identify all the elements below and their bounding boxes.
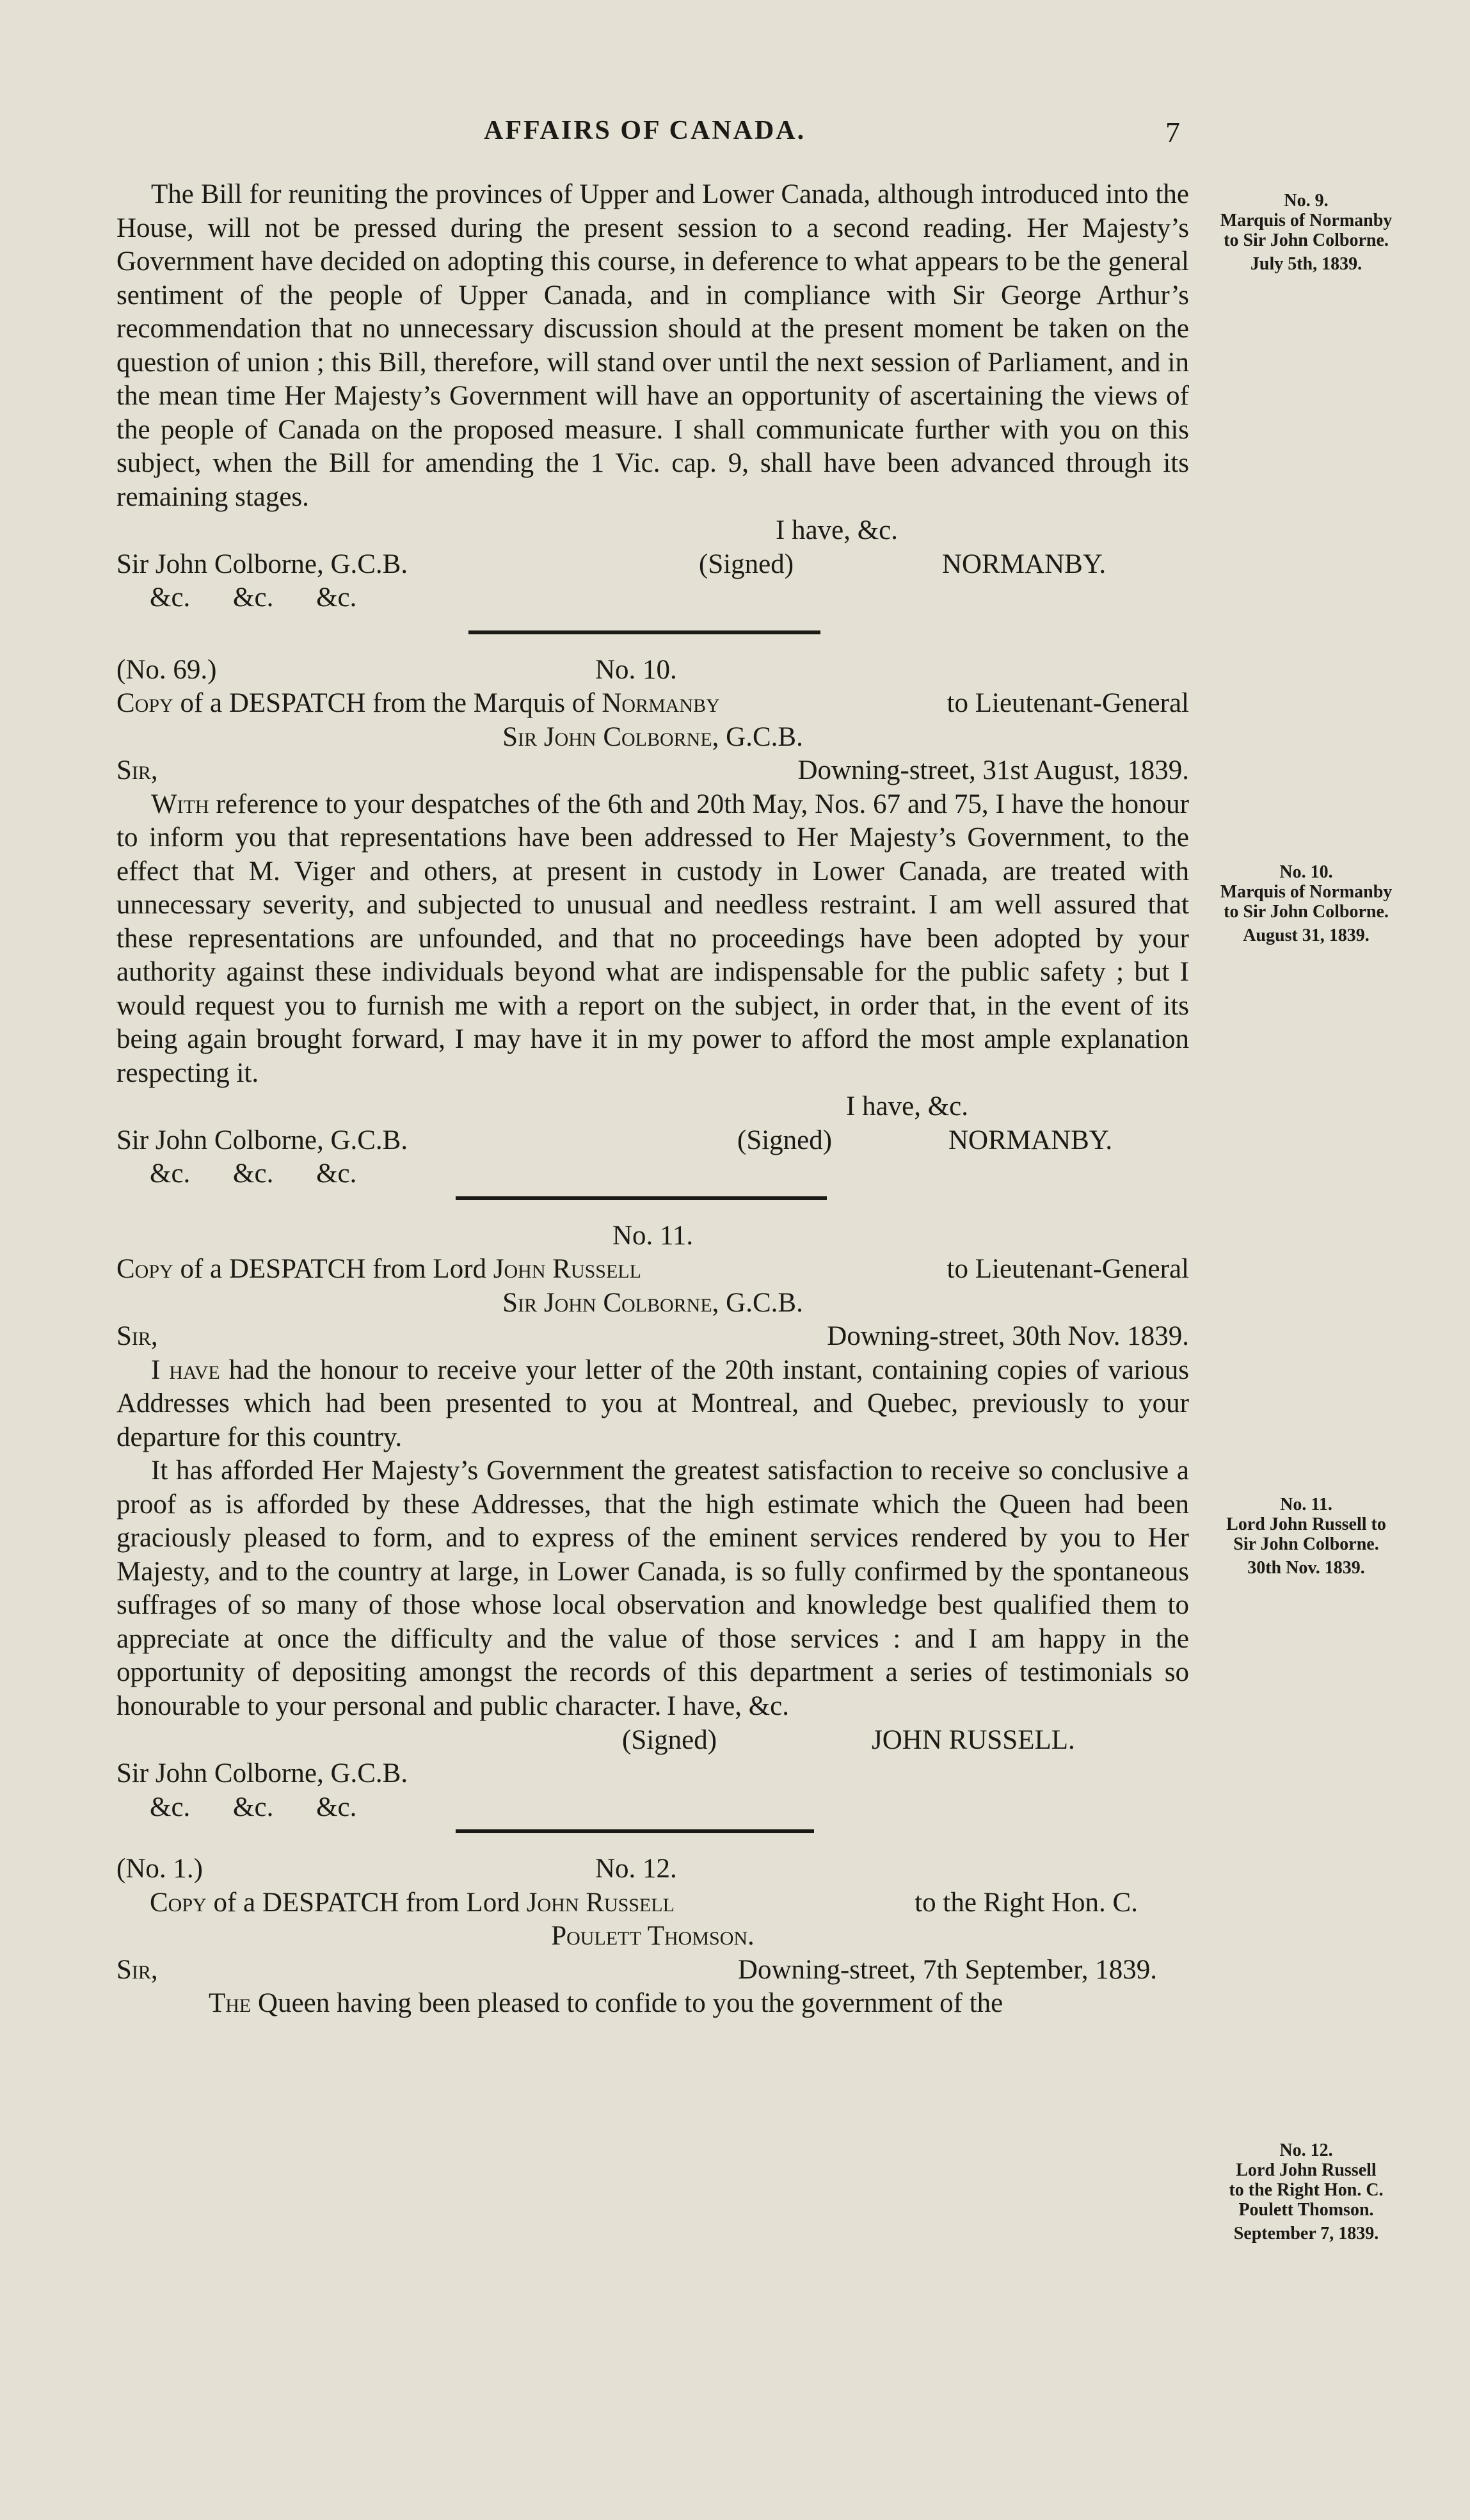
despatch-11-salutation-row: Sir, Downing-street, 30th Nov. 1839. [116, 1321, 1189, 1351]
signature: NORMANBY. [948, 1125, 1113, 1155]
signed-label: (Signed) [737, 1125, 833, 1155]
despatch-11-title-line2: Sir John Colborne, G.C.B. [502, 1287, 803, 1318]
despatch-12-title-line2: Poulett Thomson. [551, 1921, 755, 1951]
divider-rule [456, 1829, 814, 1833]
etc-line: &c. &c. &c. [150, 1159, 357, 1189]
divider-rule [456, 1196, 827, 1200]
reference-number: (No. 69.) [116, 654, 217, 685]
main-text [116, 178, 1189, 2021]
running-title: AFFAIRS OF CANADA. [484, 116, 806, 145]
divider-rule [468, 630, 820, 634]
despatch-11-title: Copy of a DESPATCH from Lord John Russell to Lieutenant-General [116, 1254, 1189, 1284]
despatch-10-title: Copy of a DESPATCH from the Marquis of Normanby to Lieutenant-General [116, 688, 1189, 718]
despatch-number: No. 12. [595, 1854, 677, 1884]
closing: I have, &c. [667, 1691, 790, 1721]
closing: I have, &c. [776, 515, 899, 545]
reference-number: (No. 1.) [116, 1854, 203, 1884]
margin-note-no12: No. 12. Lord John Russell to the Right Hon. C. Poulett Thomson. September 7, 1839. [1229, 2140, 1384, 2243]
addressee: Sir John Colborne, G.C.B. [116, 1125, 408, 1155]
addressee: Sir John Colborne, G.C.B. [116, 1758, 408, 1788]
margin-note-no11: No. 11. Lord John Russell to Sir John Colborne. 30th Nov. 1839. [1226, 1495, 1386, 1578]
despatch-12-body: The Queen having been pleased to confide to you the government of the [209, 1988, 1003, 2018]
despatch-12-heading [116, 1852, 1189, 1886]
despatch-10-heading [116, 654, 1189, 687]
margin-note-no9: No. 9. Marquis of Normanby to Sir John Colborne. July 5th, 1839. [1220, 191, 1393, 274]
signature: NORMANBY. [942, 549, 1106, 579]
running-head [115, 115, 1190, 154]
signed-label: (Signed) [699, 549, 794, 579]
signature: JOHN RUSSELL. [872, 1724, 1075, 1755]
despatch-12-salutation-row: Sir, Downing-street, 7th September, 1839. [116, 1954, 1157, 1985]
despatch-11-body-1: I have had the honour to receive your letter of the 20th instant, containing copies of various Addresses which had been presented to you at Montreal, and Quebec, previously to your departure for this country. [116, 1354, 1189, 1452]
closing: I have, &c. [846, 1091, 969, 1121]
page-number: 7 [1165, 116, 1180, 148]
despatch-9-body: The Bill for reuniting the provinces of Upper and Lower Canada, although introduced into the House, will not be pressed during the present session to a second reading. Her Majesty’s Government have decided on adopting this course, in deference to what appears to be the general sentiment of the people of Upper Canada, and in compliance with Sir George Arthur’s recommendation that no unnecessary discussion should at the present moment be taken on the question of union ; this Bill, therefore, will stand over until the next session of Parliament, and in the mean time Her Majesty’s Government will have an opportunity of ascertaining the views of the people of Canada on the proposed measure. I shall communicate further with you on this subject, when the Bill for amending the 1 Vic. cap. 9, shall have been advanced through its remaining stages. [116, 179, 1189, 512]
despatch-10-body: With reference to your despatches of the 6th and 20th May, Nos. 67 and 75, I have the honour to inform you that representations have been addressed to Her Majesty’s Government, to the effect that M. Viger and others, at present in custody in Lower Canada, are treated with unnecessary severity, and subjected to unusual and needless restraint. I am well assured that these representations are unfounded, and that no proceedings have been adopted by your authority against these individuals beyond what are indispensable for the public safety ; but I would request you to furnish me with a report on the subject, in order that, in the event of its being again brought forward, I may have it in my power to afford the most ample explanation respecting it. [116, 789, 1189, 1088]
despatch-10-title-line2: Sir John Colborne, G.C.B. [502, 721, 803, 752]
signature-row [116, 1724, 1189, 1758]
signature-row [116, 548, 1189, 582]
despatch-number: No. 11. [612, 1220, 694, 1251]
despatch-number: No. 10. [595, 654, 677, 685]
despatch-12-title: Copy of a DESPATCH from Lord John Russell to the Right Hon. C. [150, 1887, 1138, 1918]
addressee: Sir John Colborne, G.C.B. [116, 549, 408, 579]
signature-row [116, 1124, 1189, 1158]
etc-line: &c. &c. &c. [150, 1792, 357, 1822]
despatch-10-salutation-row: Sir, Downing-street, 31st August, 1839. [116, 755, 1189, 785]
signed-label: (Signed) [622, 1724, 717, 1755]
etc-line: &c. &c. &c. [150, 582, 357, 613]
margin-note-no10: No. 10. Marquis of Normanby to Sir John Colborne. August 31, 1839. [1220, 862, 1393, 945]
despatch-11-body-2: It has afforded Her Majesty’s Government the greatest satisfaction to receive so conclusive a proof as is afforded by these Addresses, that the high estimate which the Queen had been graciously pleased to form, and to express of the eminent services rendered by you to Her Majesty, and to the country at large, in Lower Canada, is so fully confirmed by the spontaneous suffrages of so many of those whose local observation and knowledge best qualified them to appreciate at once the difficulty and the value of those services : and I am happy in the opportunity of depositing amongst the records of this department a series of testimonials so honourable to your personal and public character. [116, 1456, 1189, 1721]
